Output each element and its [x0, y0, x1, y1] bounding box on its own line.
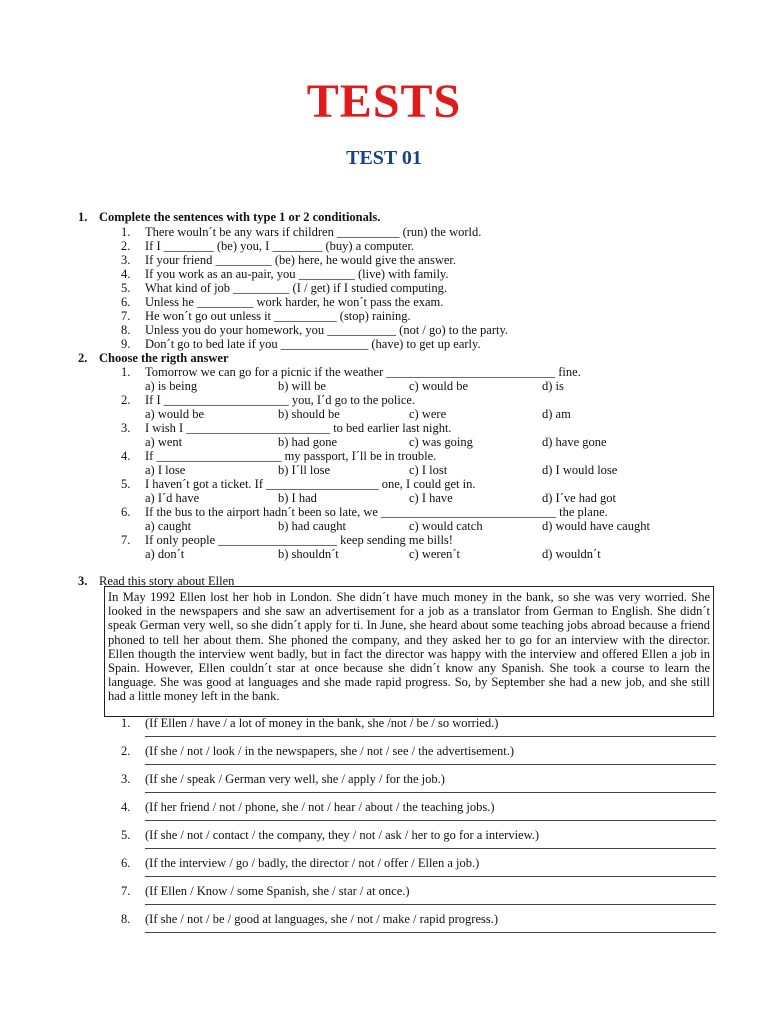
answer-options [121, 407, 721, 421]
list-item [121, 295, 721, 309]
option-c: c) weren´t [409, 547, 461, 561]
question-stem [121, 393, 721, 407]
section-2-heading [78, 351, 229, 365]
option-b: b) shouldn´t [278, 547, 339, 561]
item-text: Unless you do your homework, you ___________ (not / go) to the party. [145, 323, 509, 337]
answer-line[interactable] [145, 792, 716, 793]
option-d: d) I would lose [542, 463, 618, 477]
item-text: If you work as an au-pair, you _________ (live) with family. [145, 267, 449, 281]
question-text: I haven´t got a ticket. If __________________ one, I could get in. [145, 477, 476, 491]
option-a: a) went [145, 435, 183, 449]
list-item [121, 239, 721, 253]
question-stem [121, 505, 721, 519]
list-item [121, 856, 721, 884]
list-item [121, 884, 721, 912]
story-box: In May 1992 Ellen lost her hob in London. She didn´t have much money in the bank, so she was very worried. She looked in the newspapers and she saw an advertisement for a job as a translator from German to English. She didn´t speak German very well, so she didn´t apply for ti. In June, she heard about some teaching jobs abroad because a friend phoned to tell her about them. She phoned the company, and they asked her to go for an interview with the director. Ellen thougth the interview went badly, but in fact the director was happy with the interview and offered Ellen a job in Spain. However, Ellen couldn´t star at once because she didn´t know any Spanish. She took a course to learn the language. She was good at languages and she made rapid progress. So, by September she had a new job, and she still had a little money left in the bank. [104, 586, 714, 717]
answer-line[interactable] [145, 820, 716, 821]
item-prompt: (If the interview / go / badly, the director / not / offer / Ellen a job.) [145, 856, 480, 870]
option-b: b) I had [278, 491, 317, 505]
section-2-questions [121, 365, 721, 561]
item-number: 8. [121, 323, 131, 337]
list-item [121, 323, 721, 337]
section-3-rewrite-list [121, 716, 721, 940]
item-number: 7. [121, 884, 131, 898]
section-3-title: Read this story about Ellen [99, 574, 235, 588]
option-b: b) had gone [278, 435, 338, 449]
item-number: 6. [121, 295, 131, 309]
question-stem [121, 421, 721, 435]
item-prompt: (If she / not / contact / the company, they / not / ask / her to go for a interview.) [145, 828, 540, 842]
option-a: a) don´t [145, 547, 185, 561]
question-number: 3. [121, 421, 131, 435]
item-prompt: (If Ellen / Know / some Spanish, she / star / at once.) [145, 884, 410, 898]
option-a: a) I lose [145, 463, 186, 477]
option-c: c) would catch [409, 519, 483, 533]
option-c: c) I lost [409, 463, 448, 477]
option-c: c) was going [409, 435, 473, 449]
item-number: 4. [121, 267, 131, 281]
question-stem [121, 477, 721, 491]
item-number: 6. [121, 856, 131, 870]
item-prompt: (If she / speak / German very well, she / apply / for the job.) [145, 772, 445, 786]
option-b: b) will be [278, 379, 326, 393]
section-1-list [121, 225, 721, 351]
page-title: TESTS [306, 75, 462, 128]
list-item [121, 912, 721, 940]
answer-options [121, 379, 721, 393]
option-d: d) have gone [542, 435, 607, 449]
item-number: 3. [121, 772, 131, 786]
option-c: c) were [409, 407, 447, 421]
option-b: b) I´ll lose [278, 463, 331, 477]
section-3-number: 3. [78, 574, 88, 588]
question-stem [121, 365, 721, 379]
section-2-number: 2. [78, 351, 88, 365]
question-stem [121, 533, 721, 547]
option-c: c) I have [409, 491, 453, 505]
answer-options [121, 519, 721, 533]
item-number: 5. [121, 281, 131, 295]
item-number: 1. [121, 225, 131, 239]
section-2-title: Choose the rigth answer [99, 351, 229, 365]
list-item [121, 281, 721, 295]
answer-options [121, 463, 721, 477]
item-prompt: (If she / not / look / in the newspapers, she / not / see / the advertisement.) [145, 744, 515, 758]
item-number: 7. [121, 309, 131, 323]
option-d: d) wouldn´t [542, 547, 601, 561]
option-b: b) had caught [278, 519, 347, 533]
list-item [121, 337, 721, 351]
list-item [121, 800, 721, 828]
question-number: 7. [121, 533, 131, 547]
question-text: If only people ___________________ keep sending me bills! [145, 533, 453, 547]
option-d: d) am [542, 407, 571, 421]
question-stem [121, 449, 721, 463]
question-number: 5. [121, 477, 131, 491]
item-number: 8. [121, 912, 131, 926]
item-text: There wouln´t be any wars if children __________ (run) the world. [145, 225, 482, 239]
list-item [121, 253, 721, 267]
answer-line[interactable] [145, 736, 716, 737]
question-text: If the bus to the airport hadn´t been so late, we ____________________________ the plane. [145, 505, 608, 519]
option-d: d) is [542, 379, 564, 393]
answer-line[interactable] [145, 848, 716, 849]
item-number: 5. [121, 828, 131, 842]
answer-line[interactable] [145, 764, 716, 765]
answer-line[interactable] [145, 932, 716, 933]
question-text: If ____________________ my passport, I´ll be in trouble. [145, 449, 437, 463]
list-item [121, 772, 721, 800]
item-text: If I ________ (be) you, I ________ (buy) a computer. [145, 239, 415, 253]
item-text: If your friend _________ (be) here, he would give the answer. [145, 253, 457, 267]
list-item [121, 744, 721, 772]
question-text: I wish I _______________________ to bed earlier last night. [145, 421, 452, 435]
option-d: d) would have caught [542, 519, 650, 533]
question-text: Tomorrow we can go for a picnic if the weather ___________________________ fine. [145, 365, 581, 379]
question-number: 6. [121, 505, 131, 519]
section-1-heading [78, 210, 380, 224]
answer-options [121, 435, 721, 449]
list-item [121, 267, 721, 281]
option-a: a) would be [145, 407, 205, 421]
option-a: a) caught [145, 519, 192, 533]
item-number: 4. [121, 800, 131, 814]
item-prompt: (If her friend / not / phone, she / not / hear / about / the teaching jobs.) [145, 800, 495, 814]
question-number: 2. [121, 393, 131, 407]
item-number: 2. [121, 239, 131, 253]
option-a: a) is being [145, 379, 198, 393]
item-number: 2. [121, 744, 131, 758]
option-c: c) would be [409, 379, 469, 393]
item-number: 3. [121, 253, 131, 267]
option-b: b) should be [278, 407, 340, 421]
answer-options [121, 491, 721, 505]
answer-options [121, 547, 721, 561]
answer-line[interactable] [145, 876, 716, 877]
item-text: He won´t go out unless it __________ (stop) raining. [145, 309, 411, 323]
item-text: Don´t go to bed late if you ______________ (have) to get up early. [145, 337, 481, 351]
question-number: 1. [121, 365, 131, 379]
option-a: a) I´d have [145, 491, 200, 505]
item-prompt: (If Ellen / have / a lot of money in the bank, she /not / be / so worried.) [145, 716, 499, 730]
question-text: If I ____________________ you, I´d go to the police. [145, 393, 416, 407]
list-item [121, 309, 721, 323]
list-item [121, 225, 721, 239]
answer-line[interactable] [145, 904, 716, 905]
section-1-title: Complete the sentences with type 1 or 2 conditionals. [99, 210, 381, 224]
item-text: Unless he _________ work harder, he won´t pass the exam. [145, 295, 444, 309]
item-number: 1. [121, 716, 131, 730]
item-number: 9. [121, 337, 131, 351]
item-text: What kind of job _________ (I / get) if I studied computing. [145, 281, 448, 295]
section-1-number: 1. [78, 210, 88, 224]
test-subtitle: TEST 01 [346, 147, 422, 169]
list-item [121, 716, 721, 744]
item-prompt: (If she / not / be / good at languages, she / not / make / rapid progress.) [145, 912, 499, 926]
list-item [121, 828, 721, 856]
question-number: 4. [121, 449, 131, 463]
option-d: d) I´ve had got [542, 491, 616, 505]
